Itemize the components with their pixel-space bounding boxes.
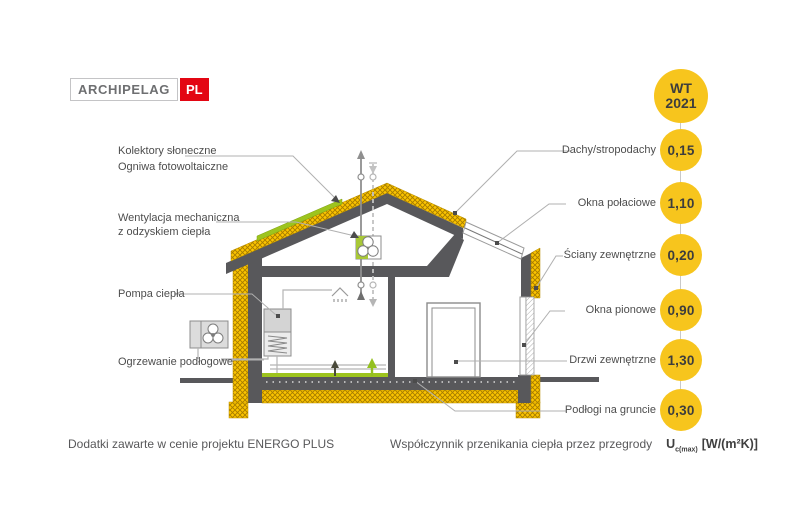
u-symbol: $U_{c(max)}$ [666, 437, 698, 454]
brand-logo-country: PL [180, 78, 209, 101]
floor-heating-strip [262, 373, 389, 377]
u-value-exterior-walls: 0,20 [660, 234, 702, 276]
label-roofs: Dachy/stropodachy [561, 144, 656, 156]
footer-additions-note: Dodatki zawarte w cenie projektu ENERGO PLUS [68, 437, 335, 451]
door [427, 303, 480, 377]
ventilation-unit [356, 236, 381, 259]
footer-u-value-caption [390, 437, 758, 454]
u-symbol-subscript: c(max) [675, 446, 698, 454]
label-roof-windows: Okna połaciowe [577, 197, 656, 209]
ground-line-left [180, 378, 234, 383]
label-heat-pump: Pompa ciepła [118, 288, 185, 300]
u-value-ground-floors: 0,30 [660, 389, 702, 431]
label-floor-heating: Ogrzewanie podłogowe [118, 356, 233, 368]
label-solar-collectors: Kolektory słoneczne [118, 145, 217, 157]
shower-icon [332, 288, 348, 302]
foundation-right [518, 375, 540, 403]
wt-badge-bottom: 2021 [665, 95, 697, 111]
label-ventilation-line2: z odzyskiem ciepła [118, 226, 211, 238]
label-photovoltaic: Ogniwa fotowoltaiczne [118, 161, 229, 173]
label-ventilation-line1: Wentylacja mechaniczna [118, 212, 240, 224]
label-vertical-windows: Okna pionowe [585, 304, 656, 316]
u-value-roofs: 0,15 [660, 129, 702, 171]
brand-logo [70, 78, 209, 101]
heat-pump-outdoor-unit [190, 321, 228, 348]
label-exterior-doors: Drzwi zewnętrzne [569, 354, 656, 366]
u-value-vertical-windows: 0,90 [660, 289, 702, 331]
u-unit: [W/(m²K)] [701, 437, 758, 451]
foundation-left [248, 377, 262, 403]
u-value-roof-windows: 1,10 [660, 182, 702, 224]
label-ground-floors: Podłogi na gruncie [564, 404, 656, 416]
wt-2021-badge [654, 69, 708, 123]
label-exterior-walls: Ściany zewnętrzne [563, 249, 656, 261]
ventilation-exhaust-duct [357, 150, 365, 300]
footer-u-value-text: Współczynnik przenikania ciepła przez przegrody [390, 437, 653, 451]
floor-slab [262, 377, 521, 390]
ventilation-intake-duct [369, 163, 377, 307]
brand-logo-text: ARCHIPELAG [70, 78, 178, 101]
wt-badge-top: WT [670, 80, 692, 96]
interior-wall [388, 277, 395, 377]
ground-line-right [540, 377, 599, 382]
u-value-exterior-doors: 1,30 [660, 339, 702, 381]
